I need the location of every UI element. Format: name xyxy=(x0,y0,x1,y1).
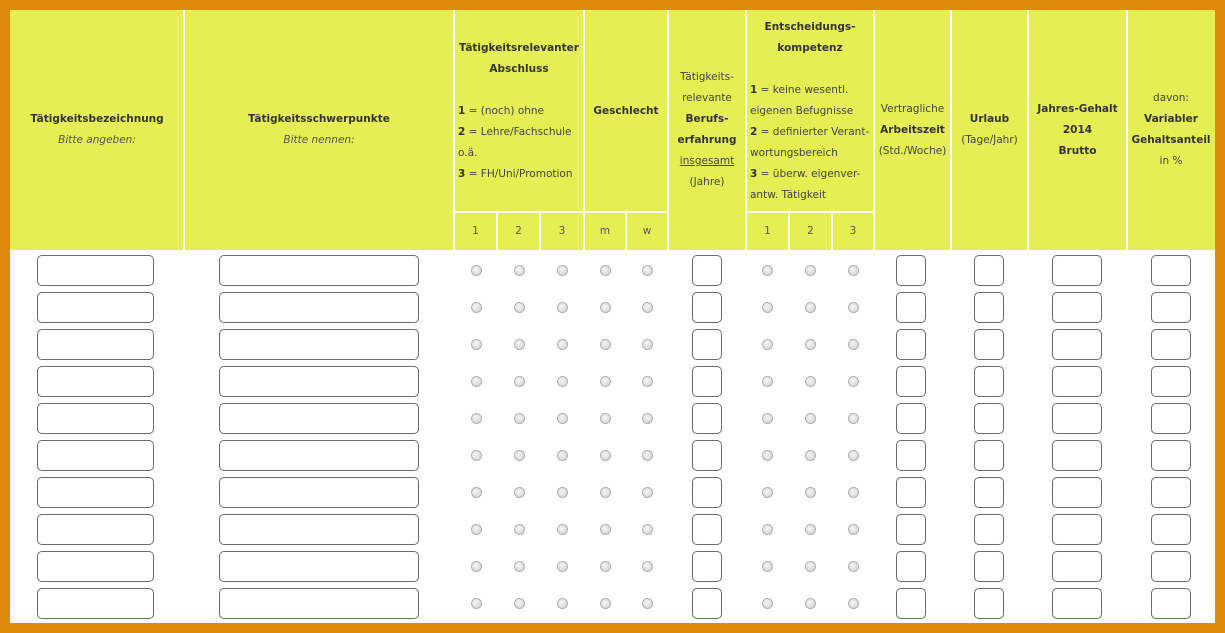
geschlecht-m-radio[interactable] xyxy=(600,598,611,609)
entscheidung-3-radio[interactable] xyxy=(848,524,859,535)
berufserfahrung-input[interactable] xyxy=(692,477,722,508)
jahresgehalt-input[interactable] xyxy=(1052,366,1102,397)
berufserfahrung-input[interactable] xyxy=(692,255,722,286)
abschluss-1-radio[interactable] xyxy=(471,561,482,572)
header-text: (Jahre) xyxy=(689,176,725,188)
arbeitszeit-input[interactable] xyxy=(896,255,926,286)
abschluss-3-radio[interactable] xyxy=(557,561,568,572)
entscheidung-1-radio[interactable] xyxy=(762,265,773,276)
subheader-label: 2 xyxy=(807,225,814,237)
urlaub-input[interactable] xyxy=(974,588,1004,619)
entscheidung-2-radio[interactable] xyxy=(805,487,816,498)
taetigkeitsschwerpunkte-input[interactable] xyxy=(219,551,419,582)
geschlecht-w-radio[interactable] xyxy=(642,265,653,276)
urlaub-input[interactable] xyxy=(974,329,1004,360)
abschluss-3-radio[interactable] xyxy=(557,265,568,276)
header-title: Abschluss xyxy=(489,62,549,75)
geschlecht-w-radio[interactable] xyxy=(642,487,653,498)
abschluss-3-radio[interactable] xyxy=(557,376,568,387)
abschluss-2-radio[interactable] xyxy=(514,450,525,461)
berufserfahrung-input[interactable] xyxy=(692,403,722,434)
row-divider xyxy=(454,211,668,213)
entscheidung-2-radio[interactable] xyxy=(805,413,816,424)
header-title: Gehaltsanteil xyxy=(1131,134,1211,146)
taetigkeitsschwerpunkte-input[interactable] xyxy=(219,292,419,323)
entscheidung-3-radio[interactable] xyxy=(848,339,859,350)
geschlecht-w-radio[interactable] xyxy=(642,413,653,424)
option-number: 1 xyxy=(458,104,466,117)
abschluss-1-radio[interactable] xyxy=(471,487,482,498)
column-divider xyxy=(583,10,585,250)
arbeitszeit-input[interactable] xyxy=(896,477,926,508)
entscheidung-3-radio[interactable] xyxy=(848,376,859,387)
geschlecht-m-radio[interactable] xyxy=(600,413,611,424)
option-text: = FH/Uni/Promotion xyxy=(465,167,573,180)
geschlecht-w-radio[interactable] xyxy=(642,524,653,535)
subheader-entscheidung-2 xyxy=(789,212,832,250)
entscheidung-2-radio[interactable] xyxy=(805,450,816,461)
urlaub-input[interactable] xyxy=(974,514,1004,545)
abschluss-2-radio[interactable] xyxy=(514,376,525,387)
entscheidung-1-radio[interactable] xyxy=(762,450,773,461)
entscheidung-2-radio[interactable] xyxy=(805,561,816,572)
taetigkeitsbezeichnung-input[interactable] xyxy=(37,255,154,286)
berufserfahrung-input[interactable] xyxy=(692,551,722,582)
jahresgehalt-input[interactable] xyxy=(1052,477,1102,508)
taetigkeitsbezeichnung-input[interactable] xyxy=(37,366,154,397)
subheader-geschlecht-m xyxy=(584,212,626,250)
entscheidung-1-radio[interactable] xyxy=(762,524,773,535)
header-title: Urlaub xyxy=(969,113,1010,125)
entscheidung-3-radio[interactable] xyxy=(848,450,859,461)
header-entscheidungskompetenz xyxy=(746,10,874,212)
geschlecht-m-radio[interactable] xyxy=(600,339,611,350)
jahresgehalt-input[interactable] xyxy=(1052,403,1102,434)
urlaub-input[interactable] xyxy=(974,292,1004,323)
header-text: relevante xyxy=(682,92,732,104)
header-geschlecht xyxy=(584,10,668,212)
header-urlaub xyxy=(951,10,1028,250)
entscheidung-1-radio[interactable] xyxy=(762,302,773,313)
jahresgehalt-input[interactable] xyxy=(1052,255,1102,286)
taetigkeitsschwerpunkte-input[interactable] xyxy=(219,329,419,360)
header-title: Jahres-Gehalt xyxy=(1037,102,1118,115)
column-divider xyxy=(539,212,541,250)
geschlecht-w-radio[interactable] xyxy=(642,302,653,313)
subheader-label: 3 xyxy=(849,225,857,237)
variabler-anteil-input[interactable] xyxy=(1151,440,1191,471)
arbeitszeit-input[interactable] xyxy=(896,403,926,434)
header-arbeitszeit xyxy=(874,10,951,250)
column-divider xyxy=(873,10,875,250)
survey-table xyxy=(10,10,1215,623)
taetigkeitsschwerpunkte-input[interactable] xyxy=(219,366,419,397)
column-divider xyxy=(1126,10,1128,250)
option-text: o.ä. xyxy=(458,146,478,159)
jahresgehalt-input[interactable] xyxy=(1052,329,1102,360)
abschluss-1-radio[interactable] xyxy=(471,302,482,313)
header-text: davon: xyxy=(1153,92,1189,104)
geschlecht-w-radio[interactable] xyxy=(642,339,653,350)
header-taetigkeitsschwerpunkte xyxy=(184,10,454,250)
arbeitszeit-input[interactable] xyxy=(896,292,926,323)
header-abschluss xyxy=(454,10,584,212)
abschluss-1-radio[interactable] xyxy=(471,524,482,535)
jahresgehalt-input[interactable] xyxy=(1052,292,1102,323)
taetigkeitsschwerpunkte-input[interactable] xyxy=(219,255,419,286)
abschluss-1-radio[interactable] xyxy=(471,265,482,276)
header-taetigkeitsbezeichnung xyxy=(10,10,184,250)
taetigkeitsbezeichnung-input[interactable] xyxy=(37,477,154,508)
taetigkeitsschwerpunkte-input[interactable] xyxy=(219,514,419,545)
arbeitszeit-input[interactable] xyxy=(896,329,926,360)
subheader-label: m xyxy=(599,225,611,237)
header-text: in % xyxy=(1159,155,1183,167)
entscheidung-1-radio[interactable] xyxy=(762,561,773,572)
abschluss-1-radio[interactable] xyxy=(471,450,482,461)
geschlecht-w-radio[interactable] xyxy=(642,598,653,609)
geschlecht-m-radio[interactable] xyxy=(600,561,611,572)
taetigkeitsbezeichnung-input[interactable] xyxy=(37,440,154,471)
option-text: wortungsbereich xyxy=(750,146,838,159)
geschlecht-w-radio[interactable] xyxy=(642,376,653,387)
entscheidung-3-radio[interactable] xyxy=(848,487,859,498)
urlaub-input[interactable] xyxy=(974,403,1004,434)
subheader-abschluss-2 xyxy=(497,212,540,250)
berufserfahrung-input[interactable] xyxy=(692,366,722,397)
header-title: kompetenz xyxy=(777,41,843,54)
column-divider xyxy=(453,10,455,250)
taetigkeitsschwerpunkte-input[interactable] xyxy=(219,440,419,471)
berufserfahrung-input[interactable] xyxy=(692,514,722,545)
abschluss-3-radio[interactable] xyxy=(557,524,568,535)
subheader-entscheidung-3 xyxy=(832,212,874,250)
entscheidung-1-radio[interactable] xyxy=(762,339,773,350)
variabler-anteil-input[interactable] xyxy=(1151,477,1191,508)
abschluss-2-radio[interactable] xyxy=(514,413,525,424)
header-berufserfahrung xyxy=(668,10,746,250)
header-title: Arbeitszeit xyxy=(880,123,945,136)
taetigkeitsbezeichnung-input[interactable] xyxy=(37,292,154,323)
header-variabler-anteil xyxy=(1127,10,1215,250)
taetigkeitsschwerpunkte-input[interactable] xyxy=(219,477,419,508)
abschluss-2-radio[interactable] xyxy=(514,487,525,498)
subheader-label: w xyxy=(642,225,652,237)
urlaub-input[interactable] xyxy=(974,366,1004,397)
abschluss-2-radio[interactable] xyxy=(514,265,525,276)
geschlecht-m-radio[interactable] xyxy=(600,524,611,535)
berufserfahrung-input[interactable] xyxy=(692,329,722,360)
taetigkeitsbezeichnung-input[interactable] xyxy=(37,551,154,582)
header-text: (Tage/Jahr) xyxy=(961,134,1018,146)
berufserfahrung-input[interactable] xyxy=(692,292,722,323)
column-divider xyxy=(183,10,185,250)
header-title: erfahrung xyxy=(677,134,737,146)
column-divider xyxy=(950,10,952,250)
jahresgehalt-input[interactable] xyxy=(1052,551,1102,582)
arbeitszeit-input[interactable] xyxy=(896,551,926,582)
column-divider xyxy=(745,10,747,250)
jahresgehalt-input[interactable] xyxy=(1052,440,1102,471)
header-title: Berufs- xyxy=(685,113,729,125)
header-title: Variabler xyxy=(1144,113,1198,125)
subheader-abschluss-3 xyxy=(540,212,584,250)
row-divider xyxy=(746,211,874,213)
variabler-anteil-input[interactable] xyxy=(1151,292,1191,323)
abschluss-2-radio[interactable] xyxy=(514,561,525,572)
abschluss-3-radio[interactable] xyxy=(557,487,568,498)
subheader-label: 1 xyxy=(472,225,479,237)
geschlecht-w-radio[interactable] xyxy=(642,450,653,461)
abschluss-3-radio[interactable] xyxy=(557,413,568,424)
taetigkeitsbezeichnung-input[interactable] xyxy=(37,514,154,545)
header-hint: Bitte angeben: xyxy=(58,134,136,146)
header-title: 2014 xyxy=(1062,123,1093,136)
abschluss-1-radio[interactable] xyxy=(471,339,482,350)
option-text: antw. Tätigkeit xyxy=(750,188,827,201)
variabler-anteil-input[interactable] xyxy=(1151,329,1191,360)
header-title: Tätigkeitsbezeichnung xyxy=(30,113,164,125)
abschluss-3-radio[interactable] xyxy=(557,302,568,313)
entscheidung-3-radio[interactable] xyxy=(848,265,859,276)
option-number: 3 xyxy=(750,167,758,180)
option-text: = überw. eigenver- xyxy=(757,167,861,180)
entscheidung-2-radio[interactable] xyxy=(805,598,816,609)
column-divider xyxy=(1027,10,1029,250)
option-number: 3 xyxy=(458,167,466,180)
variabler-anteil-input[interactable] xyxy=(1151,366,1191,397)
entscheidung-1-radio[interactable] xyxy=(762,598,773,609)
entscheidung-2-radio[interactable] xyxy=(805,376,816,387)
entscheidung-1-radio[interactable] xyxy=(762,487,773,498)
variabler-anteil-input[interactable] xyxy=(1151,514,1191,545)
header-title: Entscheidungs- xyxy=(764,20,856,33)
abschluss-2-radio[interactable] xyxy=(514,339,525,350)
abschluss-2-radio[interactable] xyxy=(514,524,525,535)
subheader-abschluss-1 xyxy=(454,212,497,250)
option-text: = definierter Verant- xyxy=(757,125,870,138)
entscheidung-2-radio[interactable] xyxy=(805,524,816,535)
header-title: Geschlecht xyxy=(593,104,659,117)
arbeitszeit-input[interactable] xyxy=(896,440,926,471)
variabler-anteil-input[interactable] xyxy=(1151,588,1191,619)
abschluss-1-radio[interactable] xyxy=(471,413,482,424)
taetigkeitsbezeichnung-input[interactable] xyxy=(37,588,154,619)
abschluss-3-radio[interactable] xyxy=(557,598,568,609)
header-text: Vertragliche xyxy=(880,102,945,115)
geschlecht-m-radio[interactable] xyxy=(600,376,611,387)
header-text: Tätigkeits- xyxy=(680,71,734,83)
entscheidung-2-radio[interactable] xyxy=(805,302,816,313)
option-number: 2 xyxy=(458,125,466,138)
urlaub-input[interactable] xyxy=(974,440,1004,471)
column-divider xyxy=(496,212,498,250)
header-title: Tätigkeitsrelevanter xyxy=(459,41,579,54)
geschlecht-m-radio[interactable] xyxy=(600,450,611,461)
arbeitszeit-input[interactable] xyxy=(896,588,926,619)
option-text: = (noch) ohne xyxy=(465,104,545,117)
variabler-anteil-input[interactable] xyxy=(1151,255,1191,286)
header-hint: Bitte nennen: xyxy=(283,134,355,146)
arbeitszeit-input[interactable] xyxy=(896,366,926,397)
subheader-entscheidung-1 xyxy=(746,212,789,250)
urlaub-input[interactable] xyxy=(974,255,1004,286)
column-divider xyxy=(788,212,790,250)
header-text: (Std./Woche) xyxy=(878,144,947,157)
abschluss-1-radio[interactable] xyxy=(471,598,482,609)
abschluss-1-radio[interactable] xyxy=(471,376,482,387)
urlaub-input[interactable] xyxy=(974,477,1004,508)
taetigkeitsbezeichnung-input[interactable] xyxy=(37,329,154,360)
abschluss-2-radio[interactable] xyxy=(514,598,525,609)
arbeitszeit-input[interactable] xyxy=(896,514,926,545)
subheader-label: 3 xyxy=(558,225,566,237)
entscheidung-3-radio[interactable] xyxy=(848,598,859,609)
entscheidung-3-radio[interactable] xyxy=(848,302,859,313)
option-number: 2 xyxy=(750,125,758,138)
entscheidung-2-radio[interactable] xyxy=(805,339,816,350)
entscheidung-1-radio[interactable] xyxy=(762,376,773,387)
entscheidung-1-radio[interactable] xyxy=(762,413,773,424)
header-jahresgehalt xyxy=(1028,10,1127,250)
variabler-anteil-input[interactable] xyxy=(1151,403,1191,434)
column-divider xyxy=(667,10,669,250)
column-divider xyxy=(625,212,627,250)
header-title: Tätigkeitsschwerpunkte xyxy=(248,113,390,125)
taetigkeitsbezeichnung-input[interactable] xyxy=(37,403,154,434)
column-divider xyxy=(831,212,833,250)
subheader-label: 1 xyxy=(764,225,771,237)
geschlecht-m-radio[interactable] xyxy=(600,487,611,498)
variabler-anteil-input[interactable] xyxy=(1151,551,1191,582)
jahresgehalt-input[interactable] xyxy=(1052,588,1102,619)
subheader-geschlecht-w xyxy=(626,212,668,250)
option-text: = keine wesentl. xyxy=(757,83,849,96)
abschluss-3-radio[interactable] xyxy=(557,450,568,461)
option-number: 1 xyxy=(750,83,758,96)
abschluss-3-radio[interactable] xyxy=(557,339,568,350)
geschlecht-m-radio[interactable] xyxy=(600,265,611,276)
berufserfahrung-input[interactable] xyxy=(692,440,722,471)
subheader-label: 2 xyxy=(515,225,522,237)
header-title: Brutto xyxy=(1058,144,1097,157)
berufserfahrung-input[interactable] xyxy=(692,588,722,619)
entscheidung-3-radio[interactable] xyxy=(848,413,859,424)
urlaub-input[interactable] xyxy=(974,551,1004,582)
abschluss-2-radio[interactable] xyxy=(514,302,525,313)
jahresgehalt-input[interactable] xyxy=(1052,514,1102,545)
taetigkeitsschwerpunkte-input[interactable] xyxy=(219,403,419,434)
entscheidung-2-radio[interactable] xyxy=(805,265,816,276)
geschlecht-m-radio[interactable] xyxy=(600,302,611,313)
option-text: eigenen Befugnisse xyxy=(750,104,854,117)
entscheidung-3-radio[interactable] xyxy=(848,561,859,572)
option-text: = Lehre/Fachschule xyxy=(465,125,572,138)
header-text: insgesamt xyxy=(679,155,735,167)
taetigkeitsschwerpunkte-input[interactable] xyxy=(219,588,419,619)
geschlecht-w-radio[interactable] xyxy=(642,561,653,572)
